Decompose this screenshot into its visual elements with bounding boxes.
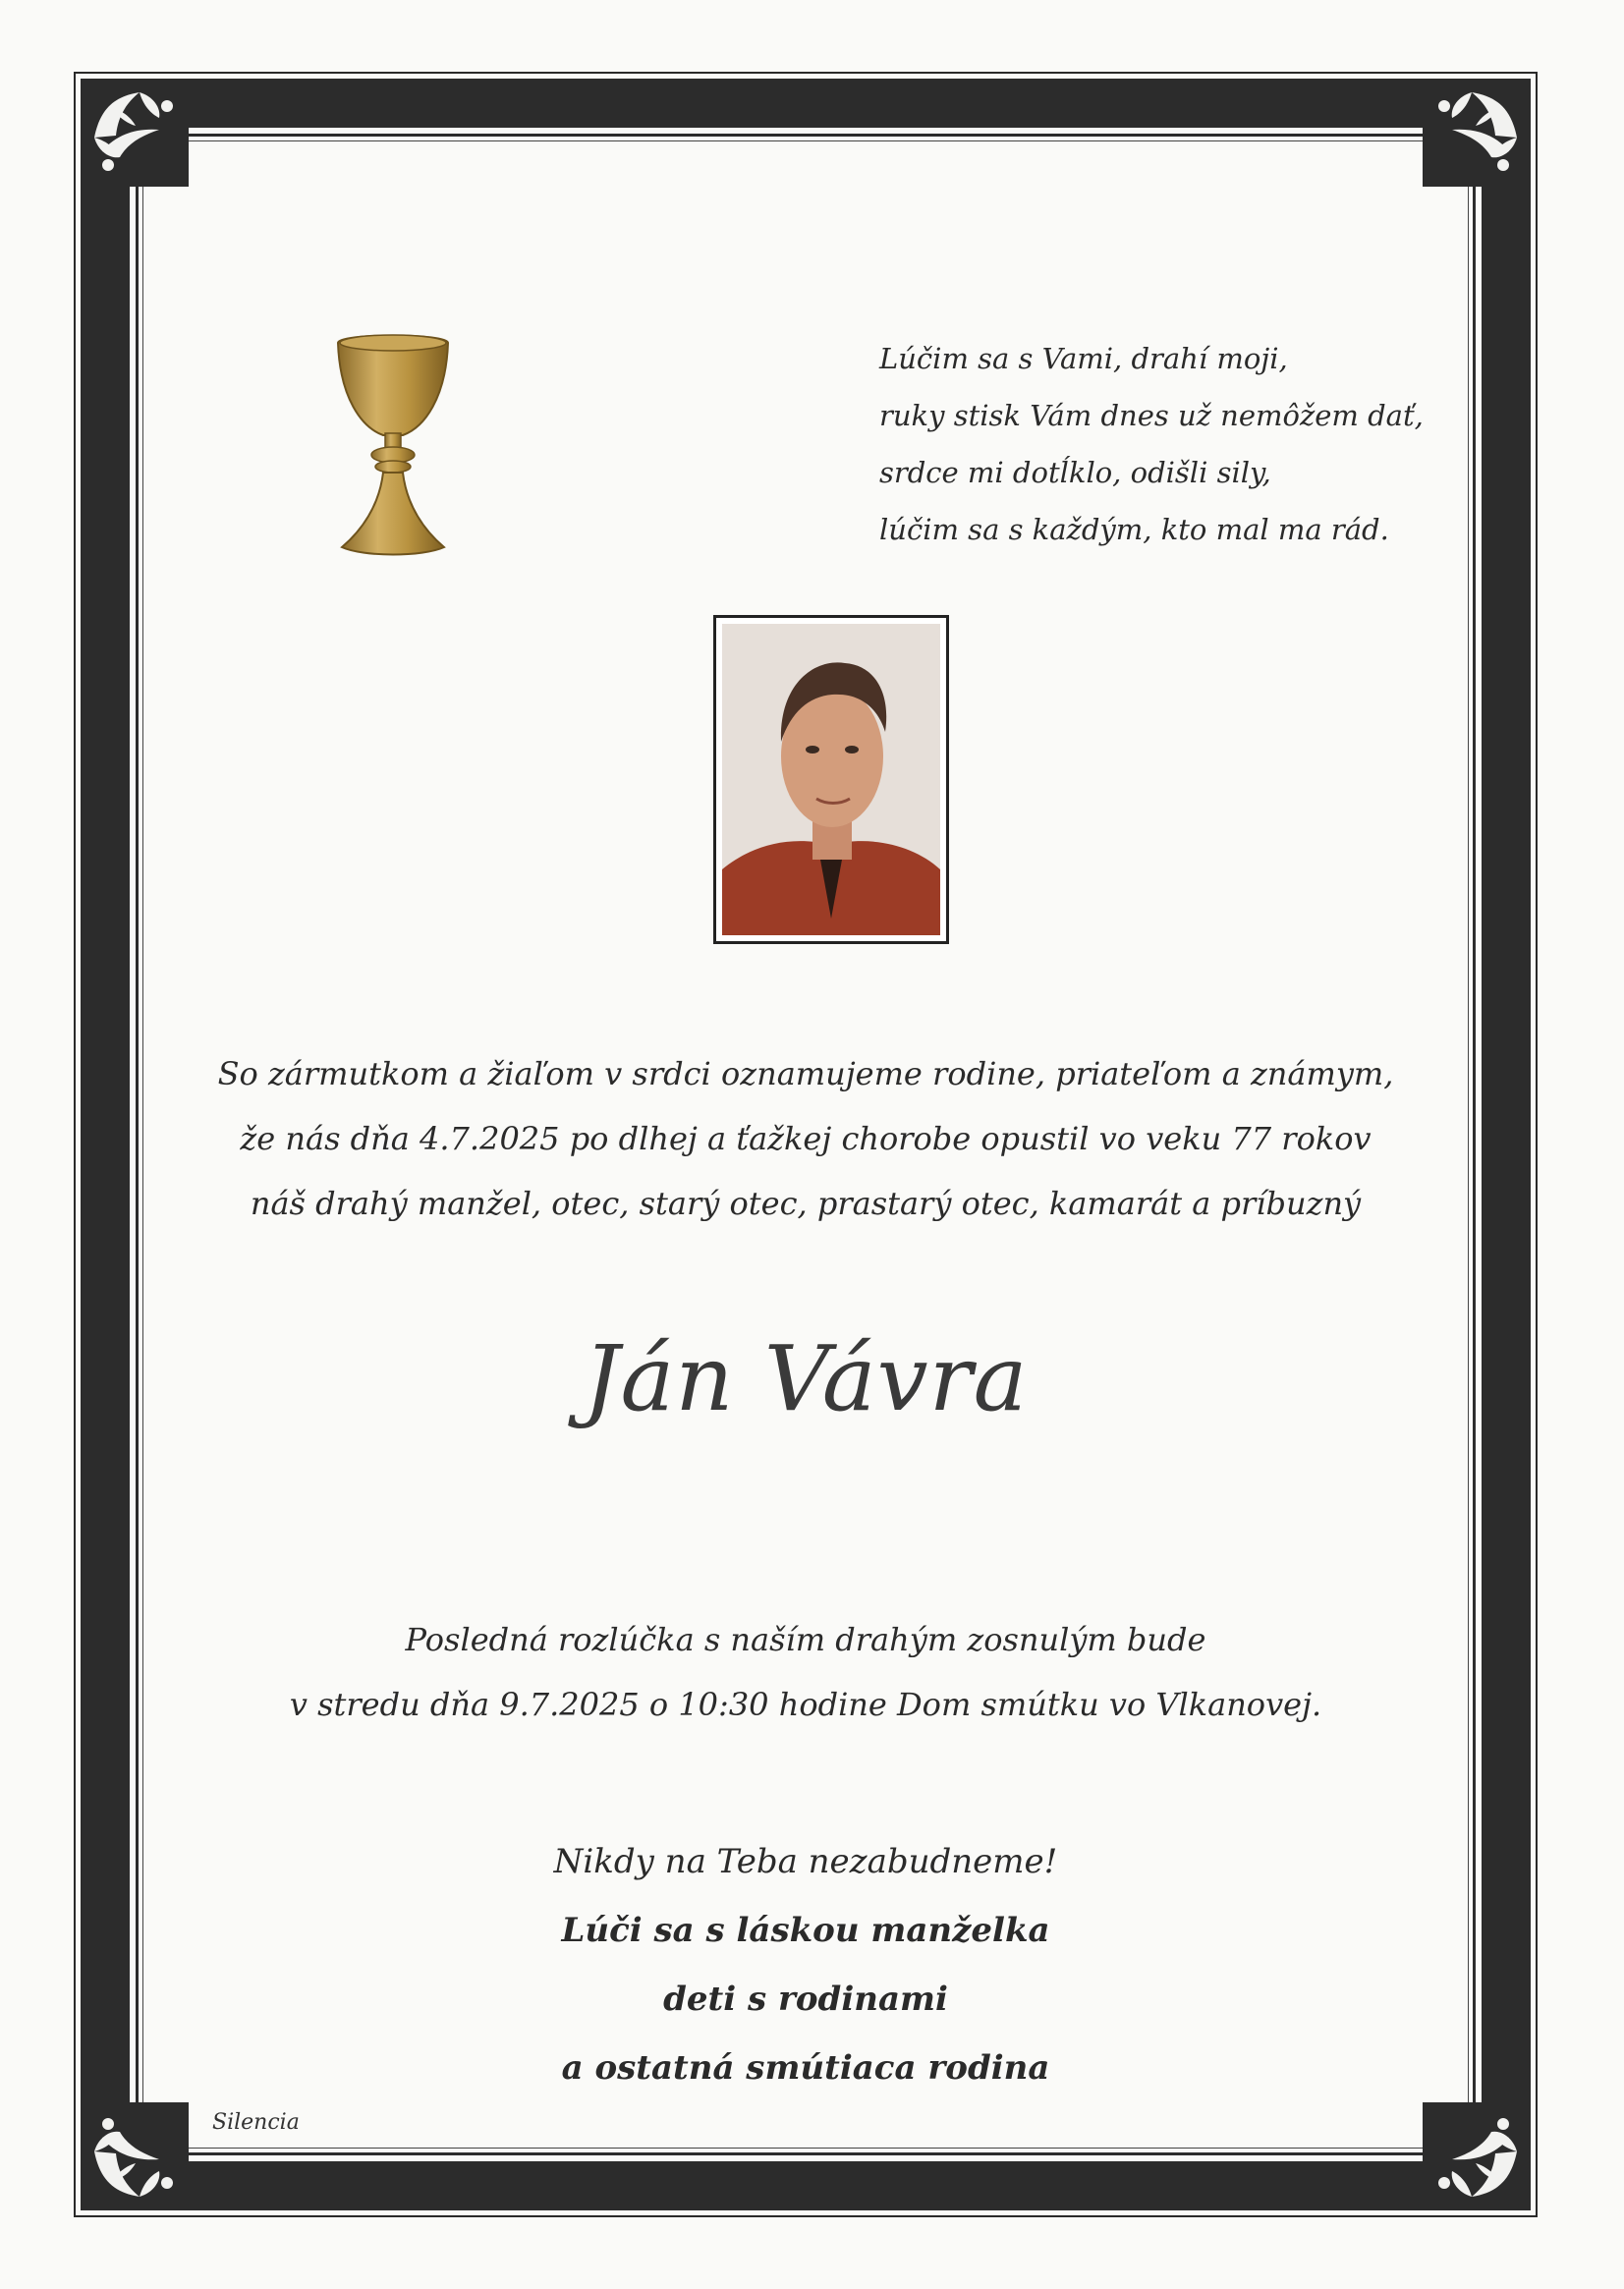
announcement-line: že nás dňa 4.7.2025 po dlhej a ťažkej chorobe opustil vo veku 77 rokov (240, 1120, 1372, 1157)
corner-ornament-icon (81, 2102, 189, 2210)
mourner-wife: Lúči sa s láskou manželka (561, 1911, 1050, 1950)
funeral-details (196, 1607, 1415, 1737)
poem-line: Lúčim sa s Vami, drahí moji, (879, 342, 1288, 375)
poem-line: srdce mi dotĺklo, odišli sily, (879, 456, 1271, 489)
poem-line: lúčim sa s každým, kto mal ma rád. (879, 513, 1389, 546)
mourner-children: deti s rodinami (663, 1980, 948, 2019)
closing-section (295, 1827, 1316, 2102)
death-announcement (196, 1041, 1415, 1236)
brand-mark: Silencia (212, 2110, 300, 2135)
corner-ornament-icon (1423, 2102, 1531, 2210)
poem-line: ruky stisk Vám dnes už nemôžem dať, (879, 399, 1424, 432)
closing-motto: Nikdy na Teba nezabudneme! (553, 1842, 1058, 1881)
announcement-line: So zármutkom a žiaľom v srdci oznamujeme rodine, priateľom a známym, (217, 1055, 1394, 1092)
corner-ornament-icon (1423, 79, 1531, 187)
deceased-name: Ján Vávra (583, 1326, 1029, 1431)
announcement-line: náš drahý manžel, otec, starý otec, prastarý otec, kamarát a príbuzný (250, 1185, 1362, 1222)
corner-ornament-icon (81, 79, 189, 187)
portrait-photo (722, 624, 940, 935)
farewell-poem (879, 330, 1429, 558)
chalice-icon (334, 329, 452, 560)
funeral-line: v stredu dňa 9.7.2025 o 10:30 hodine Dom smútku vo Vlkanovej. (289, 1686, 1322, 1723)
portrait-frame (713, 615, 949, 944)
mourner-family: a ostatná smútiaca rodina (561, 2048, 1050, 2088)
funeral-line: Posledná rozlúčka s naším drahým zosnulým bude (405, 1621, 1206, 1658)
